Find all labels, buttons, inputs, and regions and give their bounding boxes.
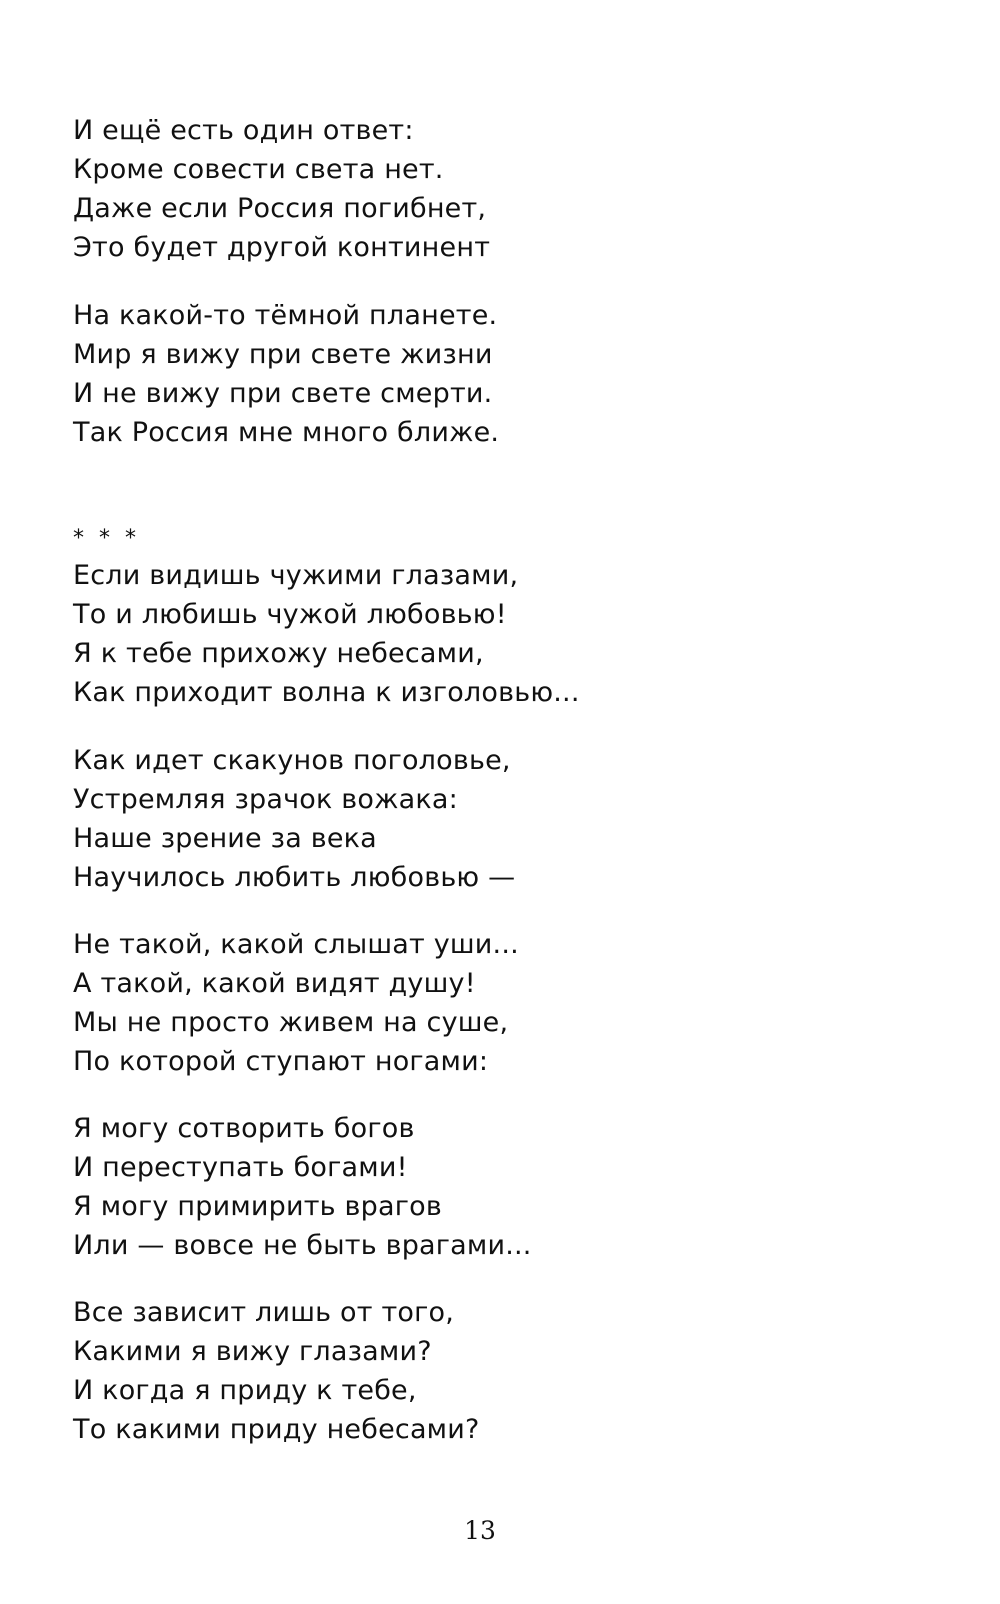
poem-line: То какими приду небесами?: [73, 1414, 480, 1445]
poem-line: Это будет другой континент: [73, 232, 491, 263]
poem-line: И когда я приду к тебе,: [73, 1375, 417, 1406]
poem-line: А такой, какой видят душу!: [73, 968, 476, 999]
poem-line: Какими я вижу глазами?: [73, 1336, 432, 1367]
poem-line: Мир я вижу при свете жизни: [73, 339, 493, 370]
poem-line: Я могу примирить врагов: [73, 1191, 442, 1222]
poem-line: Как идет скакунов поголовье,: [73, 745, 511, 776]
poem-line: На какой-то тёмной планете.: [73, 300, 498, 331]
poem-line: Научилось любить любовью —: [73, 862, 516, 893]
poem-line: Все зависит лишь от того,: [73, 1297, 454, 1328]
poem-line: И не вижу при свете смерти.: [73, 378, 493, 409]
poem-line: Наше зрение за века: [73, 823, 377, 854]
poem-line: Мы не просто живем на суше,: [73, 1007, 509, 1038]
poem-line: По которой ступают ногами:: [73, 1046, 489, 1077]
poem-line: Так Россия мне много ближе.: [73, 417, 500, 448]
poem-line: И переступать богами!: [73, 1152, 408, 1183]
section-separator: * * *: [73, 526, 140, 551]
poem-line: Или — вовсе не быть врагами...: [73, 1230, 532, 1261]
poem-line: Я к тебе прихожу небесами,: [73, 638, 484, 669]
poem-line: Кроме совести света нет.: [73, 154, 444, 185]
poem-line: И ещё есть один ответ:: [73, 115, 414, 146]
poem-line: Я могу сотворить богов: [73, 1113, 415, 1144]
poem-line: Устремляя зрачок вожака:: [73, 784, 458, 815]
poem-line: То и любишь чужой любовью!: [73, 599, 507, 630]
poem-line: Не такой, какой слышат уши...: [73, 929, 519, 960]
poem-line: Даже если Россия погибнет,: [73, 193, 487, 224]
page-number: 13: [464, 1516, 496, 1545]
poem-line: Как приходит волна к изголовью...: [73, 677, 580, 708]
poem-line: Если видишь чужими глазами,: [73, 560, 519, 591]
